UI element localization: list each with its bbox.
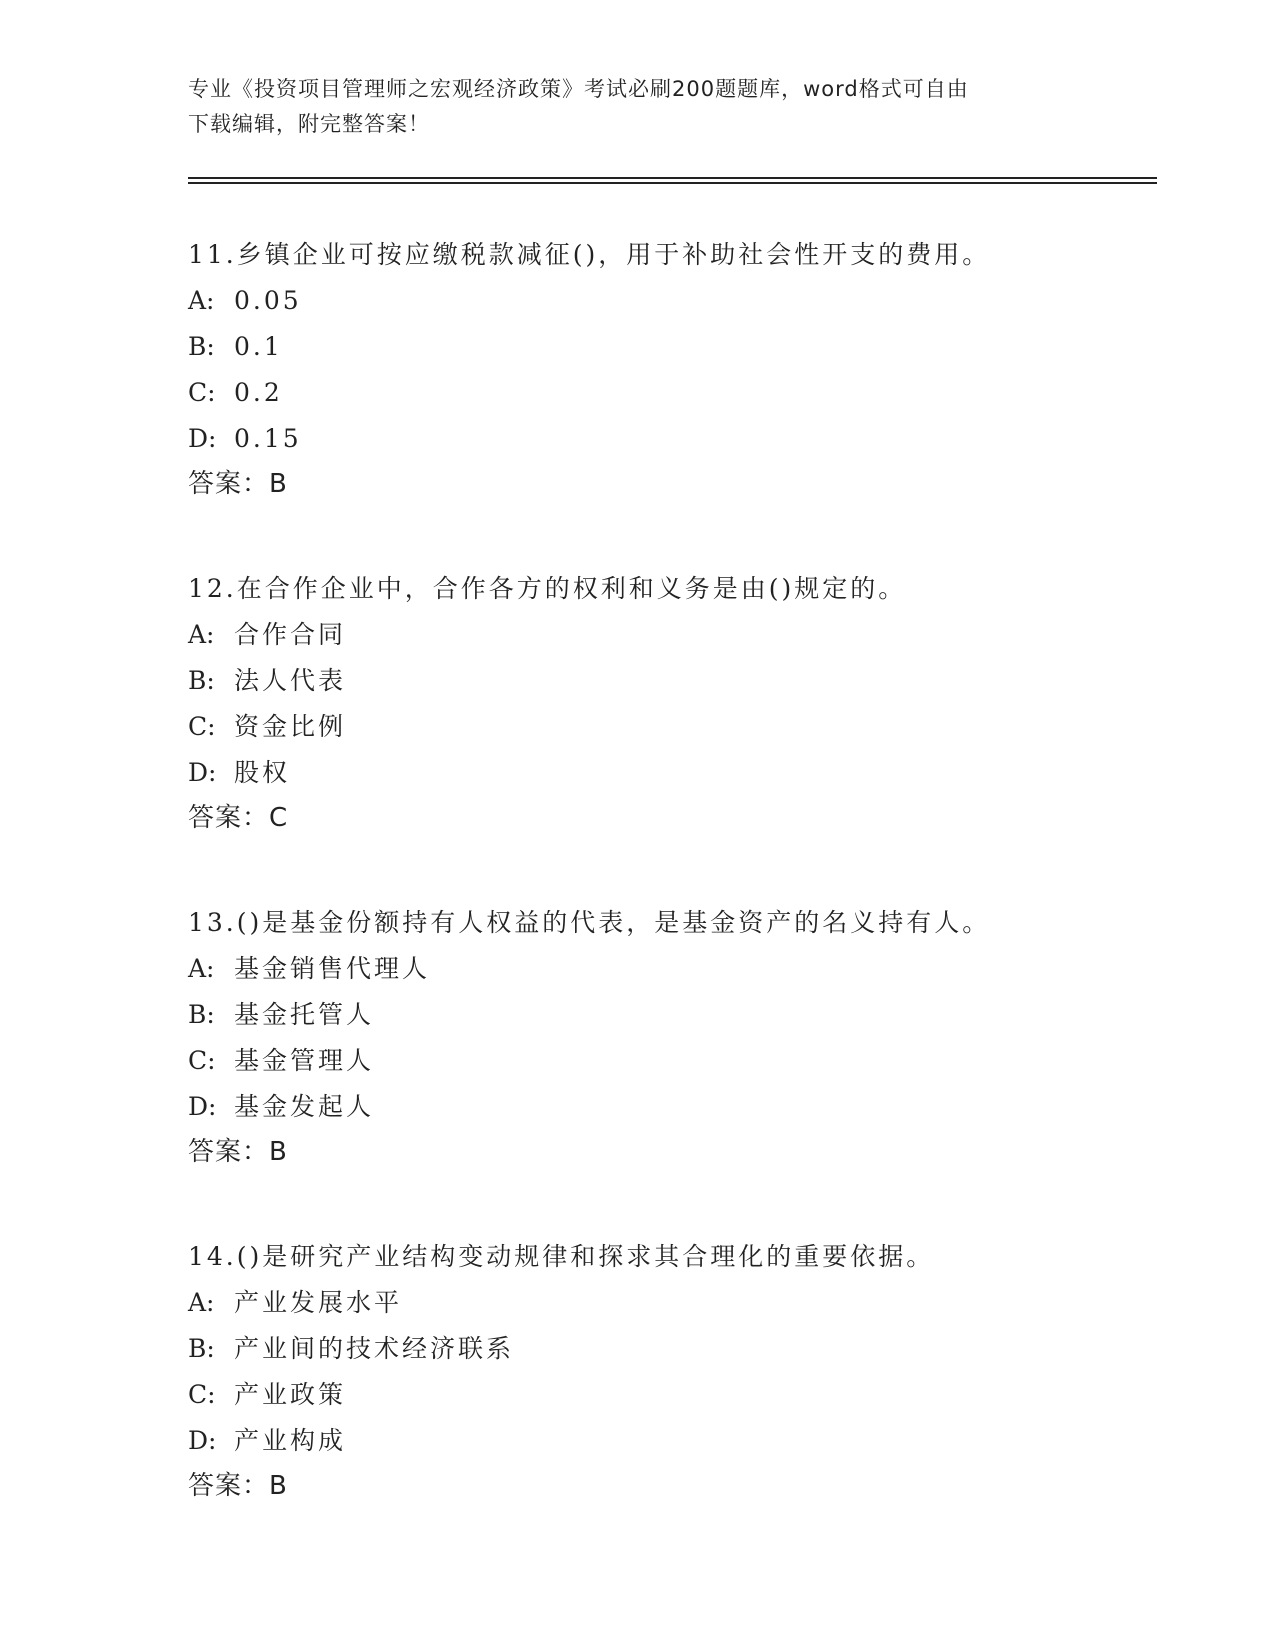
option-b	[188, 324, 1168, 370]
option-key: D:	[188, 758, 217, 787]
question-text: 11.乡镇企业可按应缴税款减征()，用于补助社会性开支的费用。	[188, 240, 991, 269]
option-c	[188, 370, 1168, 416]
option-d	[188, 1418, 1168, 1464]
option-value: 基金管理人	[234, 1046, 375, 1075]
question-text: 13.()是基金份额持有人权益的代表，是基金资产的名义持有人。	[188, 908, 991, 937]
option-key: A:	[188, 954, 215, 983]
header-divider-top	[188, 177, 1157, 179]
option-d	[188, 750, 1168, 796]
option-value: 0.05	[234, 286, 302, 315]
answer-label: 答案：B	[188, 1137, 288, 1167]
option-c	[188, 1372, 1168, 1418]
option-value: 股权	[234, 758, 291, 787]
header-line-1: 专业《投资项目管理师之宏观经济政策》考试必刷200题题库，word格式可自由	[188, 77, 969, 101]
option-key: C:	[188, 1046, 216, 1075]
option-value: 产业发展水平	[234, 1288, 403, 1317]
option-value: 法人代表	[234, 666, 347, 695]
option-value: 基金销售代理人	[234, 954, 431, 983]
option-value: 产业政策	[234, 1380, 347, 1409]
answer-label: 答案：B	[188, 1471, 288, 1501]
option-key: B:	[188, 1000, 215, 1029]
question-12	[188, 566, 1168, 840]
option-key: D:	[188, 424, 217, 453]
option-b	[188, 1326, 1168, 1372]
header-divider-bottom	[188, 182, 1157, 184]
option-key: C:	[188, 378, 216, 407]
option-key: B:	[188, 666, 215, 695]
option-a	[188, 612, 1168, 658]
option-key: A:	[188, 1288, 215, 1317]
question-14	[188, 1234, 1168, 1508]
option-value: 产业间的技术经济联系	[234, 1334, 515, 1363]
answer-label: 答案：C	[188, 803, 289, 833]
option-value: 产业构成	[234, 1426, 347, 1455]
question-11	[188, 232, 1168, 506]
option-key: D:	[188, 1092, 217, 1121]
option-a	[188, 1280, 1168, 1326]
option-value: 0.1	[234, 332, 283, 361]
option-c	[188, 704, 1168, 750]
option-key: C:	[188, 1380, 216, 1409]
option-key: C:	[188, 712, 216, 741]
option-a	[188, 278, 1168, 324]
option-a	[188, 946, 1168, 992]
option-key: B:	[188, 332, 215, 361]
option-key: D:	[188, 1426, 217, 1455]
question-text: 12.在合作企业中，合作各方的权利和义务是由()规定的。	[188, 574, 907, 603]
option-d	[188, 1084, 1168, 1130]
option-key: A:	[188, 620, 215, 649]
question-text: 14.()是研究产业结构变动规律和探求其合理化的重要依据。	[188, 1242, 935, 1271]
option-value: 基金发起人	[234, 1092, 375, 1121]
question-list	[188, 232, 1168, 1568]
option-value: 0.15	[234, 424, 302, 453]
option-d	[188, 416, 1168, 462]
option-key: A:	[188, 286, 215, 315]
question-13	[188, 900, 1168, 1174]
option-c	[188, 1038, 1168, 1084]
option-b	[188, 992, 1168, 1038]
option-value: 基金托管人	[234, 1000, 375, 1029]
page-header	[188, 72, 1088, 142]
header-line-2: 下载编辑，附完整答案！	[188, 112, 430, 136]
option-key: B:	[188, 1334, 215, 1363]
option-b	[188, 658, 1168, 704]
option-value: 资金比例	[234, 712, 347, 741]
option-value: 0.2	[234, 378, 283, 407]
answer-label: 答案：B	[188, 469, 288, 499]
option-value: 合作合同	[234, 620, 347, 649]
